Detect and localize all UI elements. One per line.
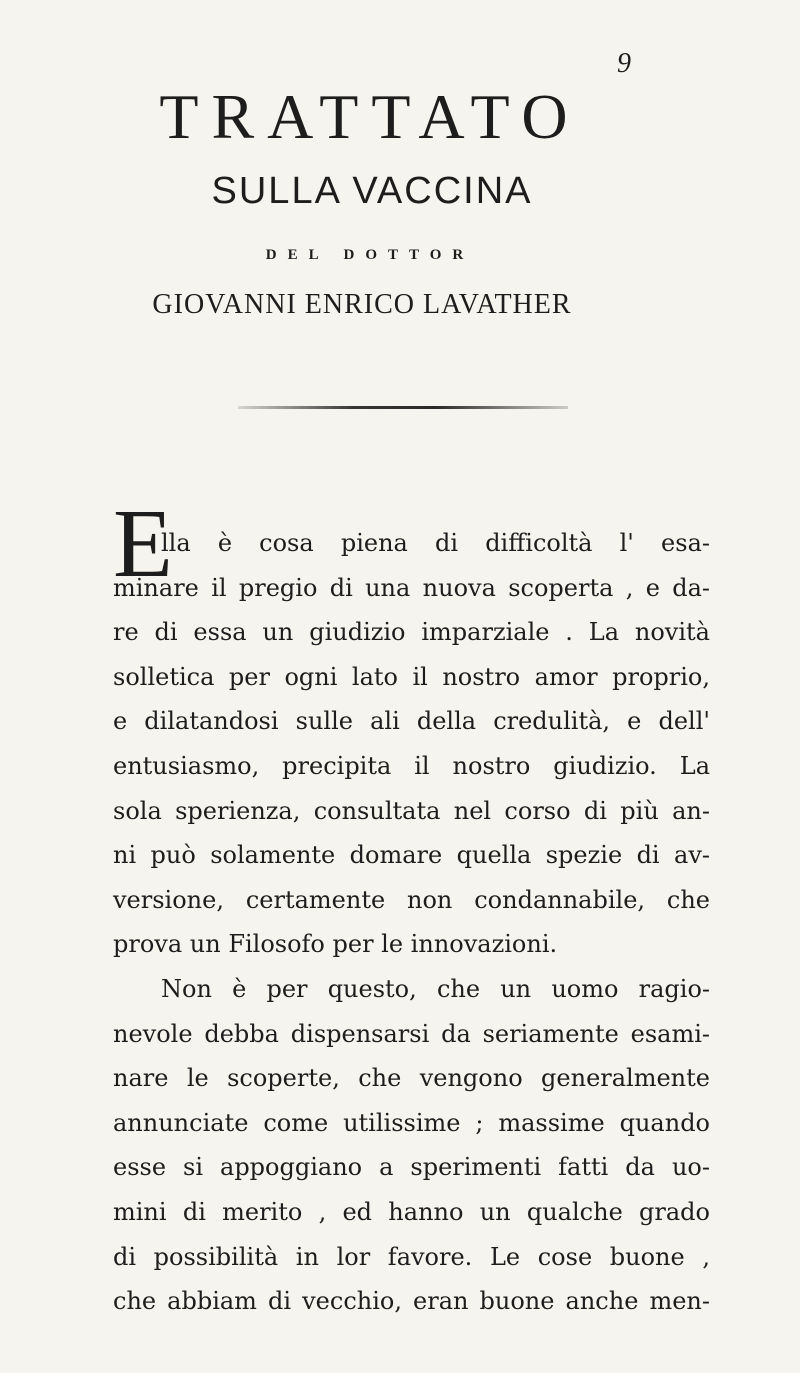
text-line: sola sperienza, consultata nel corso di più an- bbox=[113, 796, 710, 825]
text-line: re di essa un giudizio imparziale . La novità bbox=[113, 618, 710, 647]
text-line: ni può solamente domare quella spezie di av- bbox=[113, 841, 710, 870]
text-line: prova un Filosofo per le innovazioni. bbox=[113, 930, 558, 959]
text-line: mini di merito , ed hanno un qualche grado bbox=[113, 1197, 710, 1226]
text-line: entusiasmo, precipita il nostro giudizio. La bbox=[113, 751, 710, 780]
text-line: esse si appoggiano a sperimenti fatti da uo- bbox=[113, 1153, 710, 1182]
author-byline: DEL DOTTOR bbox=[265, 247, 475, 263]
book-subtitle: SULLA VACCINA bbox=[211, 170, 533, 212]
text-line: e dilatandosi sulle ali della credulità, e dell' bbox=[113, 707, 710, 736]
text-line: versione, certamente non condannabile, che bbox=[113, 885, 710, 914]
paragraph-2 bbox=[113, 967, 710, 1324]
text-line: minare il pregio di una nuova scoperta , e da- bbox=[113, 573, 710, 602]
text-line: nevole debba dispensarsi da seriamente esami- bbox=[113, 1019, 710, 1048]
decorative-rule bbox=[238, 406, 568, 409]
book-title: TRATTATO bbox=[159, 81, 581, 152]
text-line: solletica per ogni lato il nostro amor proprio, bbox=[113, 662, 710, 691]
text-line-content: lla è cosa piena di difficoltà l' esa- bbox=[161, 529, 710, 557]
body-text bbox=[113, 490, 710, 1324]
text-line: nare le scoperte, che vengono generalmente bbox=[113, 1064, 710, 1093]
author-name: GIOVANNI ENRICO LAVATHER bbox=[152, 289, 572, 320]
text-line: annunciate come utilissime ; massime quando bbox=[113, 1108, 710, 1137]
text-line: di possibilità in lor favore. Le cose buone , bbox=[113, 1242, 710, 1271]
drop-cap: E bbox=[113, 490, 173, 598]
text-line: che abbiam di vecchio, eran buone anche men- bbox=[113, 1287, 710, 1316]
page-number: 9 bbox=[617, 48, 631, 79]
text-line: Non è per questo, che un uomo ragio- bbox=[161, 974, 710, 1003]
paragraph-1 bbox=[113, 490, 710, 967]
